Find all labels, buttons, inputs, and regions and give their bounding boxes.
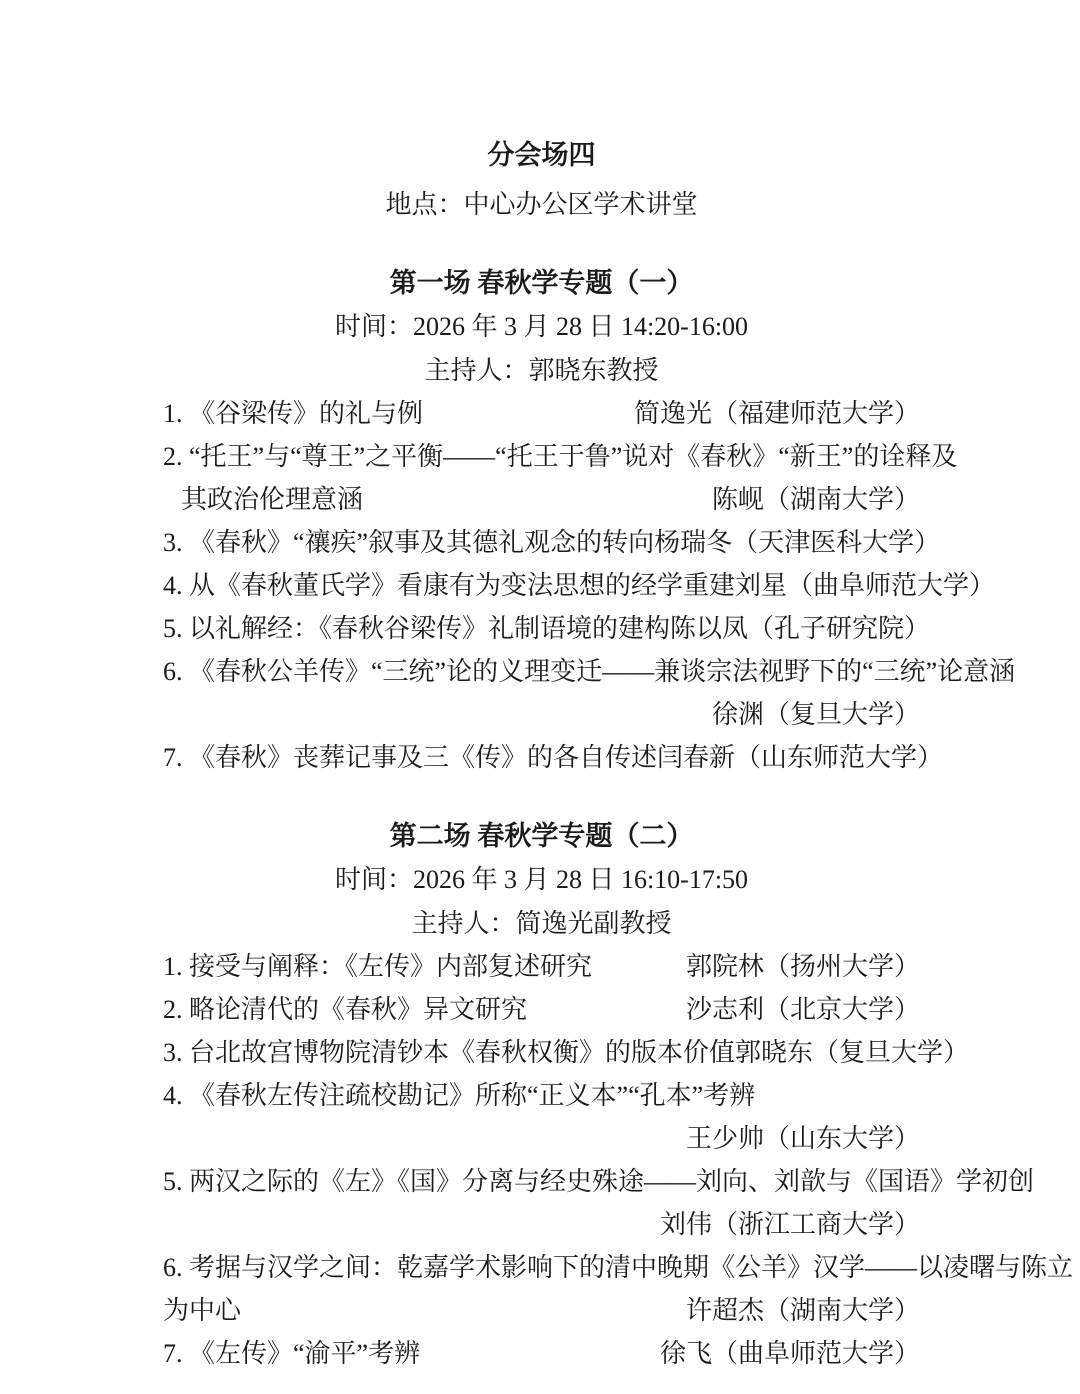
item-author: 杨瑞冬（天津医科大学） [654, 528, 941, 557]
session-2 [163, 815, 1074, 1375]
item-line [163, 435, 958, 478]
session-2-time: 时间：2026 年 3 月 28 日 16:10-17:50 [334, 865, 749, 894]
item-line [163, 945, 920, 988]
item-author: 徐渊（复旦大学） [711, 700, 920, 729]
item-line [163, 1031, 970, 1074]
item-author: 郭院林（扬州大学） [685, 952, 920, 981]
session-2-chair: 主持人：简逸光副教授 [411, 909, 672, 938]
item-author: 王少帅（山东大学） [685, 1124, 920, 1153]
item-line [163, 1074, 920, 1117]
item-line [163, 564, 996, 607]
item-line [163, 693, 920, 736]
item-title: 3. 台北故宫博物院清钞本《春秋权衡》的版本价值 [163, 1038, 736, 1067]
item-title: 1. 《谷梁传》的礼与例 [163, 399, 424, 428]
item-line [163, 1203, 920, 1246]
item-title: 6. 考据与汉学之间：乾嘉学术影响下的清中晚期《公羊》汉学——以凌曙与陈立 [163, 1253, 1074, 1282]
item-author: 郭晓东（复旦大学） [735, 1038, 970, 1067]
document-content [0, 134, 1080, 1375]
item-line [163, 392, 920, 435]
item-author: 刘星（曲阜师范大学） [735, 571, 996, 600]
item-line [163, 650, 1016, 693]
item-title: 4. 从《春秋董氏学》看康有为变法思想的经学重建 [163, 571, 736, 600]
item-line [163, 736, 944, 779]
item-title-continuation: 为中心 [163, 1296, 242, 1325]
item-line [163, 1117, 920, 1160]
item-title: 2. “托王”与“尊王”之平衡——“托王于鲁”说对《春秋》“新王”的诠释及 [163, 442, 958, 471]
session-1-items [163, 392, 1016, 779]
item-author: 陈岘（湖南大学） [711, 485, 920, 514]
item-line [163, 607, 931, 650]
item-line [163, 478, 920, 521]
item-line [163, 521, 941, 564]
item-author: 简逸光（福建师范大学） [633, 399, 920, 428]
session-1-chair: 主持人：郭晓东教授 [424, 356, 659, 385]
item-line [163, 988, 920, 1031]
page-title: 分会场四 [487, 140, 596, 170]
session-1 [163, 262, 1016, 779]
item-title: 3. 《春秋》“禳疾”叙事及其德礼观念的转向 [163, 528, 655, 557]
location-line: 地点：中心办公区学术讲堂 [385, 190, 698, 219]
item-title: 7. 《春秋》丧葬记事及三《传》的各自传述 [163, 743, 658, 772]
item-line [163, 1332, 920, 1375]
item-line [163, 1289, 920, 1332]
item-title: 5. 以礼解经：《春秋谷梁传》礼制语境的建构 [163, 614, 671, 643]
item-author: 闫春新（山东师范大学） [657, 743, 944, 772]
item-author: 刘伟（浙江工商大学） [659, 1210, 920, 1239]
session-1-time: 时间：2026 年 3 月 28 日 14:20-16:00 [334, 312, 749, 341]
item-author: 徐飞（曲阜师范大学） [659, 1339, 920, 1368]
item-line [163, 1160, 1035, 1203]
item-title: 6. 《春秋公羊传》“三统”论的义理变迁——兼谈宗法视野下的“三统”论意涵 [163, 657, 1016, 686]
item-title-continuation: 其政治伦理意涵 [181, 485, 364, 514]
item-title: 7. 《左传》“渝平”考辨 [163, 1339, 421, 1368]
item-author: 许超杰（湖南大学） [685, 1296, 920, 1325]
item-title: 5. 两汉之际的《左》《国》分离与经史殊途——刘向、刘歆与《国语》学初创 [163, 1167, 1035, 1196]
item-title: 2. 略论清代的《春秋》异文研究 [163, 995, 528, 1024]
item-author: 陈以凤（孔子研究院） [670, 614, 931, 643]
item-title: 4. 《春秋左传注疏校勘记》所称“正义本”“孔本”考辨 [163, 1081, 756, 1110]
item-line [163, 1246, 1074, 1289]
item-title: 1. 接受与阐释：《左传》内部复述研究 [163, 952, 593, 981]
session-2-header: 第二场 春秋学专题（二） [389, 821, 694, 851]
session-1-header: 第一场 春秋学专题（一） [389, 268, 694, 298]
session-2-items [163, 945, 1074, 1375]
item-author: 沙志利（北京大学） [685, 995, 920, 1024]
